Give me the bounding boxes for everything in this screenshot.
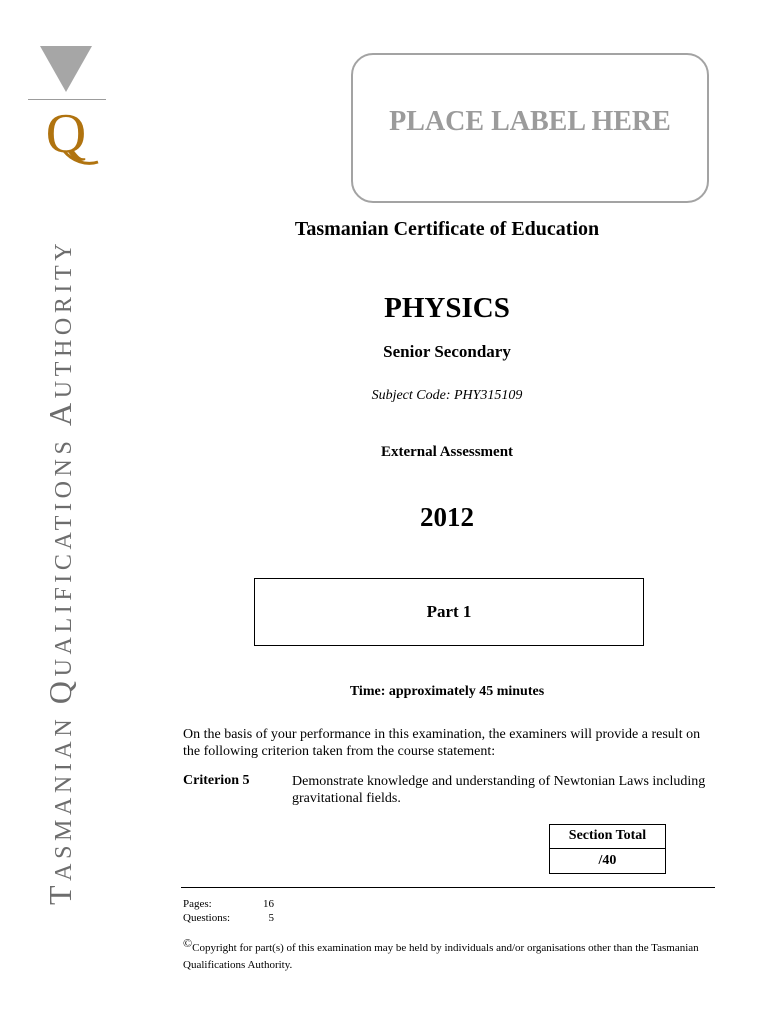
questions-value: 5 <box>268 912 274 924</box>
part-label: Part 1 <box>426 602 472 621</box>
part-box <box>254 578 644 646</box>
section-total-box <box>549 824 666 874</box>
copyright-symbol: © <box>183 936 193 950</box>
logo-divider <box>28 99 106 100</box>
copyright-notice <box>183 935 717 974</box>
subject-level: Senior Secondary <box>383 342 511 361</box>
authority-name-vertical <box>42 238 78 905</box>
logo-triangle-icon <box>40 46 92 92</box>
logo-q-letter: Q <box>45 104 87 165</box>
authority-word-3: UTHORITY <box>51 238 77 399</box>
authority-word-2: UALIFICATIONS <box>51 436 77 677</box>
criterion-label: Criterion 5 <box>183 773 250 788</box>
subject-title: PHYSICS <box>384 292 510 324</box>
footer-rule <box>181 887 715 888</box>
criterion-description: Demonstrate knowledge and understanding of Newtonian Laws including gravitational fields. <box>292 774 706 806</box>
certificate-title: Tasmanian Certificate of Education <box>294 218 600 240</box>
intro-paragraph: On the basis of your performance in this examination, the examiners will provide a result on the following criterion taken from the course statement: <box>183 727 701 759</box>
pages-label: Pages: <box>183 898 212 910</box>
logo-triangle-shape <box>40 46 92 92</box>
subject-code: Subject Code: PHY315109 <box>371 388 523 403</box>
authority-cap-t: T <box>42 880 78 905</box>
copyright-text: Copyright for part(s) of this examination may be held by individuals and/or organisations other than the Tasmanian Qualifications Authority. <box>183 942 699 971</box>
authority-cap-q: Q <box>42 676 78 705</box>
questions-label: Questions: <box>183 912 231 924</box>
pages-value: 16 <box>263 898 274 910</box>
section-total-score: /40 <box>598 853 617 868</box>
time-allowed: Time: approximately 45 minutes <box>349 684 545 699</box>
assessment-type: External Assessment <box>380 444 514 460</box>
label-placeholder-box <box>351 53 709 203</box>
label-placeholder-text: PLACE LABEL HERE <box>389 106 671 137</box>
logo-q-icon <box>36 104 102 170</box>
authority-cap-a: A <box>42 398 78 426</box>
section-total-heading: Section Total <box>550 825 665 849</box>
authority-word-1: ASMANIAN <box>51 714 77 881</box>
exam-year: 2012 <box>420 502 474 532</box>
